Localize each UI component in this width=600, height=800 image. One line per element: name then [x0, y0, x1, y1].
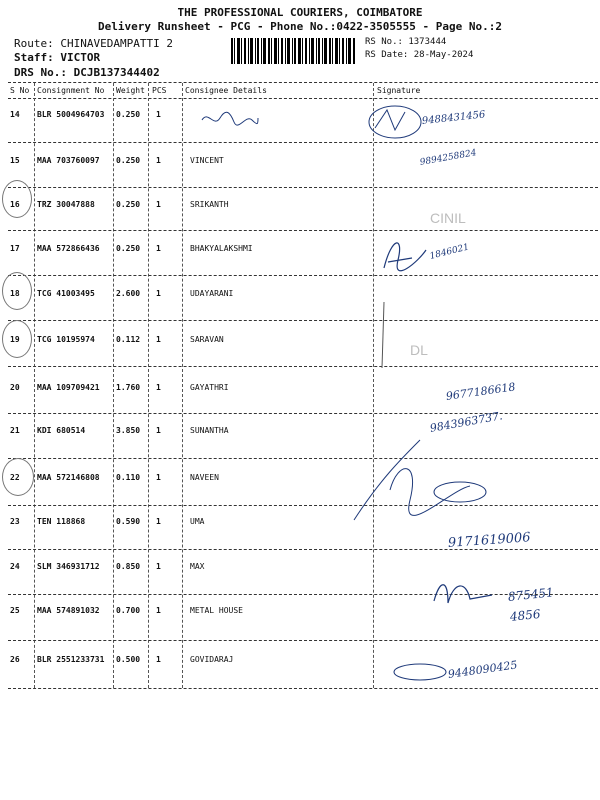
weight-cell: 0.590 — [116, 517, 141, 526]
signature-text: 9488431456 — [421, 109, 486, 127]
col-divider — [182, 83, 183, 688]
col-divider — [113, 83, 114, 688]
pcs-cell: 1 — [156, 110, 161, 119]
staff-label: Staff: VICTOR — [14, 51, 101, 64]
weight-cell: 0.250 — [116, 110, 141, 119]
sno-cell: 19 — [10, 335, 20, 344]
weight-cell: 0.112 — [116, 335, 141, 344]
pcs-cell: 1 — [156, 473, 161, 482]
signature-scribble — [365, 100, 455, 145]
row-rule — [8, 594, 598, 595]
row-rule — [8, 187, 598, 188]
row-rule — [8, 275, 598, 276]
consignment-cell: KDI 680514 — [37, 426, 86, 435]
pen-circle — [2, 458, 34, 496]
signature-text: 9677186618 — [445, 380, 517, 403]
weight-cell: 0.250 — [116, 156, 141, 165]
col-divider — [373, 83, 374, 688]
pcs-cell: 1 — [156, 244, 161, 253]
row-rule — [8, 640, 598, 641]
rs-number: RS No.: 1373444 — [365, 37, 447, 47]
col-divider — [148, 83, 149, 688]
consignment-cell: BLR 2551233731 — [37, 655, 105, 664]
pcs-cell: 1 — [156, 200, 161, 209]
sno-cell: 18 — [10, 289, 20, 298]
rs-date: RS Date: 28-May-2024 — [365, 50, 474, 60]
row-rule — [8, 505, 598, 506]
consignee-name: SARAVAN — [190, 335, 224, 344]
col-sno: S No — [10, 86, 30, 95]
consignment-cell: MAA 703760097 — [37, 156, 100, 165]
col-signature: Signature — [377, 86, 421, 95]
consignment-cell: TRZ 30047888 — [37, 200, 95, 209]
sno-cell: 20 — [10, 383, 20, 392]
pcs-cell: 1 — [156, 156, 161, 165]
signature-text: 1846021 — [428, 242, 471, 262]
weight-cell: 0.250 — [116, 200, 141, 209]
consignee-name: METAL HOUSE — [190, 606, 243, 615]
consignee-name: GAYATHRI — [190, 383, 229, 392]
consignment-cell: SLM 346931712 — [37, 562, 100, 571]
pen-circle — [2, 180, 32, 218]
signature-text: 875451 — [507, 585, 555, 604]
pcs-cell: 1 — [156, 289, 161, 298]
consignee-name: NAVEEN — [190, 473, 219, 482]
sno-cell: 16 — [10, 200, 20, 209]
barcode — [231, 38, 356, 64]
signature-text: 9843963737. — [428, 409, 504, 435]
signature-scribble — [350, 420, 490, 530]
header-top-rule — [8, 82, 598, 83]
consignment-cell: MAA 572866436 — [37, 244, 100, 253]
company-title: THE PROFESSIONAL COURIERS, COIMBATORE — [177, 6, 423, 19]
row-rule — [8, 549, 598, 550]
col-divider — [34, 83, 35, 688]
signature-text: 9448090425 — [447, 658, 519, 681]
weight-cell: 3.850 — [116, 426, 141, 435]
sno-cell: 23 — [10, 517, 20, 526]
consignee-name: UDAYARANI — [190, 289, 234, 298]
signature-scribble — [430, 575, 500, 610]
signature-text: 4856 — [509, 606, 542, 624]
signature-text: 9894258824 — [419, 148, 478, 168]
consignee-name: BHAKYALAKSHMI — [190, 244, 253, 253]
consignment-cell: TCG 41003495 — [37, 289, 95, 298]
col-pcs: PCS — [152, 86, 167, 95]
pen-circle — [2, 272, 32, 310]
sno-cell: 17 — [10, 244, 20, 253]
weight-cell: 0.700 — [116, 606, 141, 615]
weight-cell: 2.600 — [116, 289, 141, 298]
consignment-cell: TCG 10195974 — [37, 335, 95, 344]
consignee-name: SUNANTHA — [190, 426, 229, 435]
sno-cell: 15 — [10, 156, 20, 165]
pcs-cell: 1 — [156, 562, 161, 571]
consignment-cell: TEN 118868 — [37, 517, 86, 526]
pen-circle — [2, 320, 32, 358]
signature-text: 9171619006 — [447, 530, 532, 551]
sno-cell: 25 — [10, 606, 20, 615]
row-rule — [8, 458, 598, 459]
col-weight: Weight — [116, 86, 145, 95]
sno-cell: 14 — [10, 110, 20, 119]
pcs-cell: 1 — [156, 426, 161, 435]
row-rule — [8, 366, 598, 367]
pcs-cell: 1 — [156, 517, 161, 526]
pcs-cell: 1 — [156, 383, 161, 392]
row-rule — [8, 413, 598, 414]
consignment-cell: MAA 574891032 — [37, 606, 100, 615]
consignee-name: GOVIDARAJ — [190, 655, 234, 664]
consignee-name: VINCENT — [190, 156, 224, 165]
header-bottom-rule — [8, 98, 598, 99]
row-rule — [8, 320, 598, 321]
row-rule — [8, 688, 598, 689]
col-consignee: Consignee Details — [185, 86, 267, 95]
row-rule — [8, 142, 598, 143]
runsheet-subtitle: Delivery Runsheet - PCG - Phone No.:0422-3505555 - Page No.:2 — [98, 20, 502, 33]
consignment-cell: MAA 109709421 — [37, 383, 100, 392]
signature-text: CINIL — [430, 210, 466, 226]
consignment-cell: MAA 572146808 — [37, 473, 100, 482]
pcs-cell: 1 — [156, 655, 161, 664]
sno-cell: 24 — [10, 562, 20, 571]
sno-cell: 21 — [10, 426, 20, 435]
col-consignment: Consignment No — [37, 86, 105, 95]
signature-scribble — [390, 658, 460, 686]
signature-text: DL — [410, 342, 428, 358]
weight-cell: 1.760 — [116, 383, 141, 392]
consignee-name: MAX — [190, 562, 205, 571]
consignee-name: UMA — [190, 517, 205, 526]
weight-cell: 0.500 — [116, 655, 141, 664]
pcs-cell: 1 — [156, 606, 161, 615]
drs-number: DRS No.: DCJB137344402 — [14, 66, 160, 79]
sno-cell: 26 — [10, 655, 20, 664]
consignee-name: SRIKANTH — [190, 200, 229, 209]
weight-cell: 0.250 — [116, 244, 141, 253]
handwritten-name — [200, 108, 260, 130]
weight-cell: 0.110 — [116, 473, 141, 482]
route-label: Route: CHINAVEDAMPATTI 2 — [14, 37, 173, 50]
signature-scribble — [370, 300, 400, 370]
weight-cell: 0.850 — [116, 562, 141, 571]
signature-scribble — [378, 232, 438, 277]
row-rule — [8, 230, 598, 231]
sno-cell: 22 — [10, 473, 20, 482]
pcs-cell: 1 — [156, 335, 161, 344]
consignment-cell: BLR 5004964703 — [37, 110, 105, 119]
